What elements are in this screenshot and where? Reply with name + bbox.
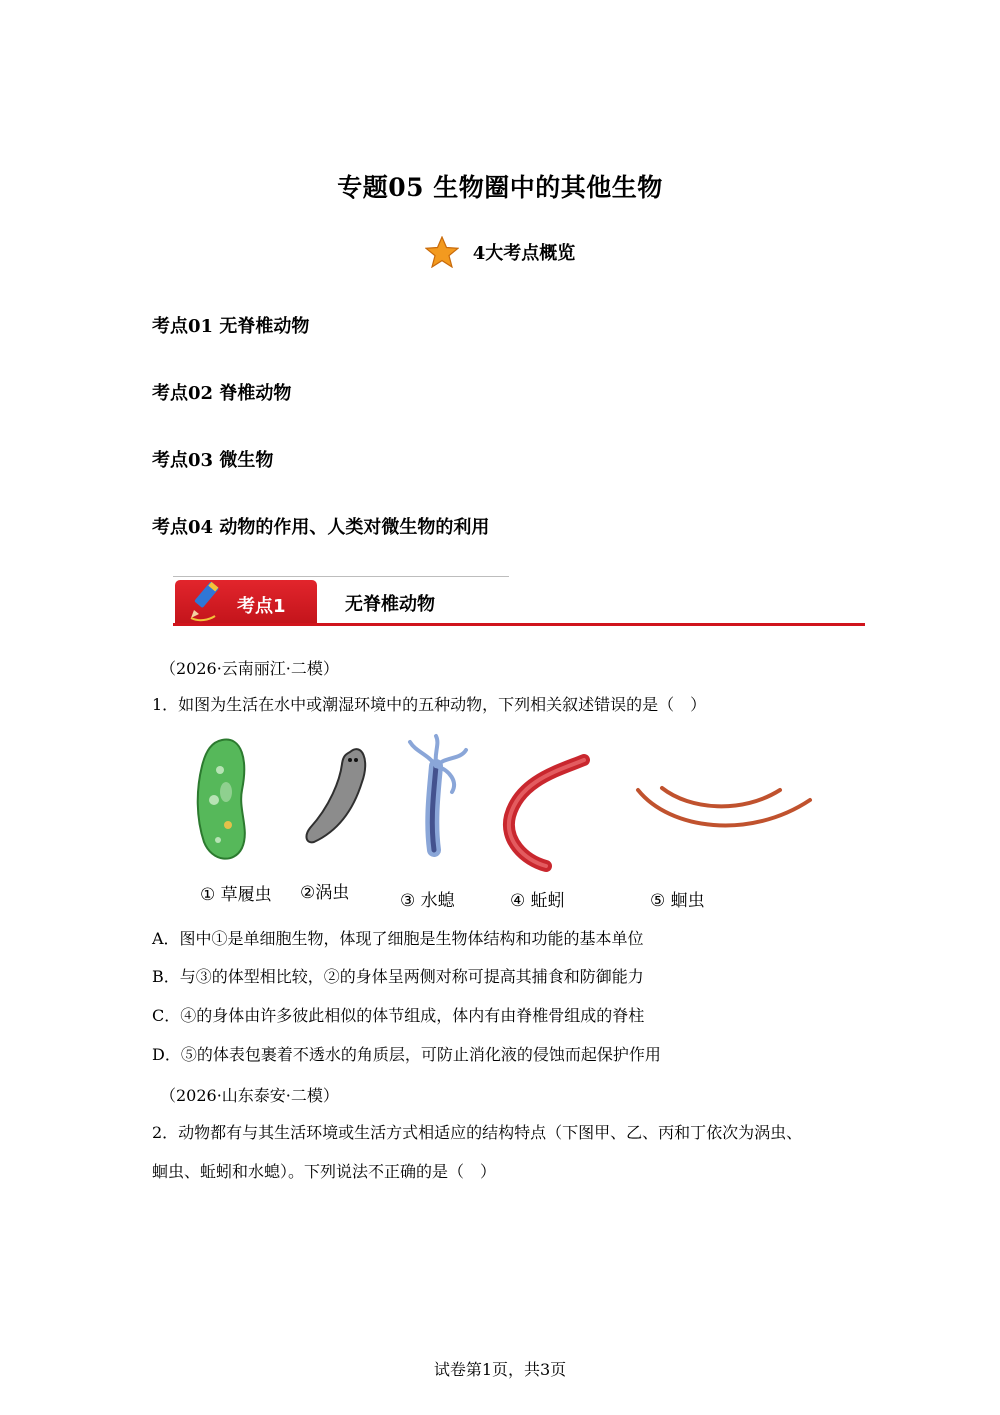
earthworm-illustration [509, 760, 584, 866]
q1-stem: 1．如图为生活在水中或潮湿环境中的五种动物，下列相关叙述错误的是（ ） [152, 695, 707, 714]
point-04: 考点04 动物的作用、人类对微生物的利用 [152, 517, 490, 538]
point-03: 考点03 微生物 [152, 450, 274, 471]
star-icon [425, 236, 459, 268]
page-title: 专题05 生物圈中的其他生物 [337, 173, 663, 202]
roundworm-illustration [638, 788, 810, 825]
point-02: 考点02 脊椎动物 [152, 383, 292, 404]
page-footer: 试卷第1页，共3页 [433, 1360, 567, 1379]
animal-label-2: ②涡虫 [300, 883, 350, 903]
animal-label-4: ④ 蚯蚓 [510, 891, 565, 911]
point-01: 考点01 无脊椎动物 [152, 316, 310, 337]
animal-label-1: ① 草履虫 [200, 885, 272, 905]
planarian-illustration [307, 749, 366, 842]
q1-option-c: C．④的身体由许多彼此相似的体节组成，体内有由脊椎骨组成的脊柱 [152, 1006, 645, 1025]
q1-source: （2026·云南丽江·二模） [160, 659, 339, 678]
animals-figure [190, 730, 830, 920]
section-red-divider [173, 623, 865, 626]
overview-label: 4大考点概览 [472, 243, 576, 264]
q2-source: （2026·山东泰安·二模） [160, 1086, 339, 1105]
pencil-icon [185, 580, 229, 624]
paramecium-illustration [198, 740, 245, 859]
animals-illustration [190, 730, 830, 880]
animal-label-3: ③ 水螅 [400, 891, 455, 911]
q2-stem-line2: 蛔虫、蚯蚓和水螅）。下列说法不正确的是（ ） [152, 1162, 497, 1181]
q1-option-d: D．⑤的体表包裹着不透水的角质层，可防止消化液的侵蚀而起保护作用 [152, 1045, 661, 1064]
section-tab [175, 580, 317, 624]
overview-heading [0, 236, 1000, 268]
section-top-divider [173, 576, 509, 577]
q1-option-b: B．与③的体型相比较，②的身体呈两侧对称可提高其捕食和防御能力 [152, 967, 644, 986]
q1-option-a: A．图中①是单细胞生物，体现了细胞是生物体结构和功能的基本单位 [152, 929, 644, 948]
section-banner [173, 576, 865, 628]
section-tab-label: 考点1 [237, 596, 286, 617]
section-heading: 无脊椎动物 [345, 594, 435, 615]
q2-stem-line1: 2．动物都有与其生活环境或生活方式相适应的结构特点（下图甲、乙、丙和丁依次为涡虫、 [152, 1123, 803, 1142]
animal-label-5: ⑤ 蛔虫 [650, 891, 705, 911]
hydra-illustration [410, 736, 466, 850]
